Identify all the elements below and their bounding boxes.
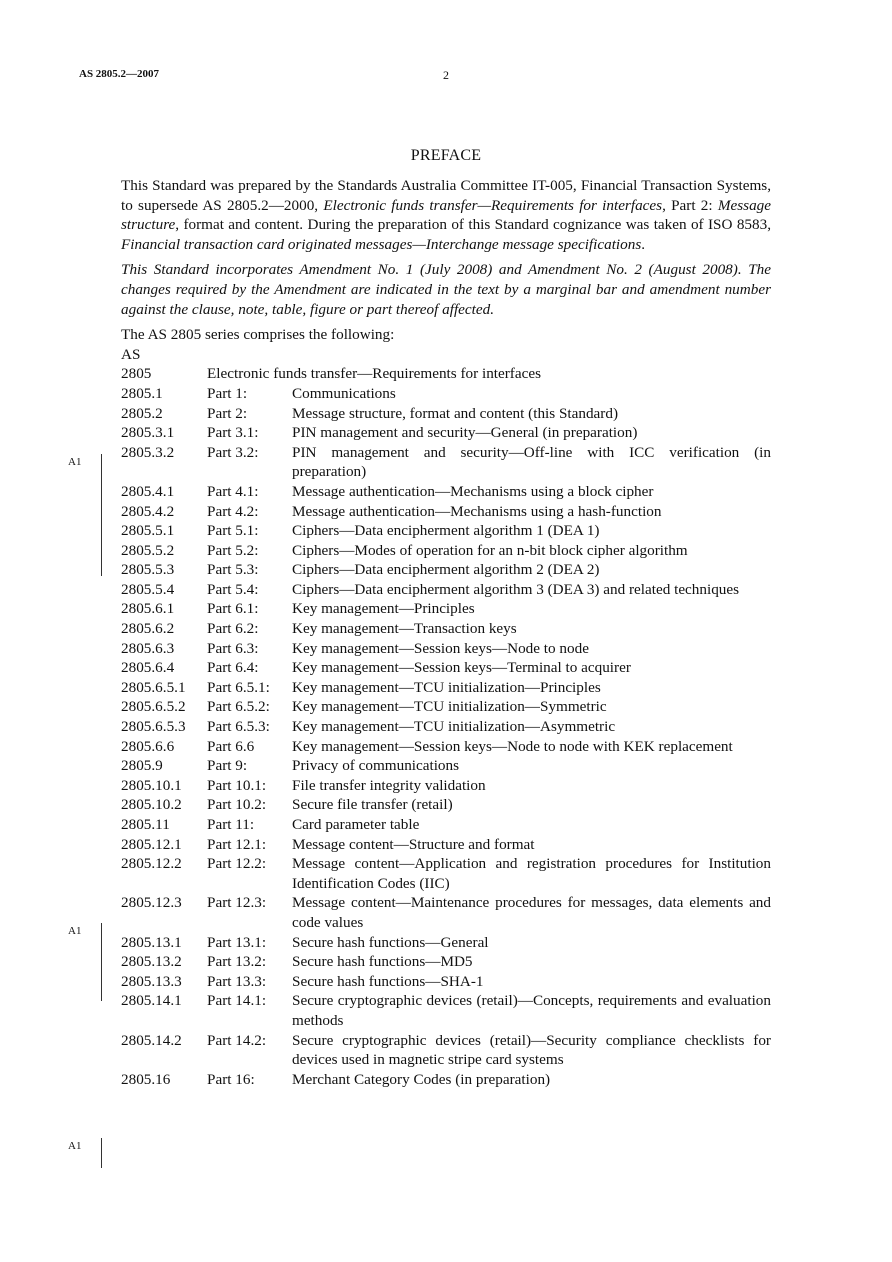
part-title: Key management—Session keys—Node to node	[292, 639, 589, 657]
italic-title-run: Message structure	[121, 196, 772, 234]
part-title: Key management—Transaction keys	[292, 620, 517, 638]
standard-number: 2805.6.2	[121, 620, 175, 638]
part-label: Part 6.1:	[207, 600, 259, 618]
standard-number: 2805.5.1	[121, 522, 175, 540]
part-label: Part 6.5.2:	[207, 698, 270, 716]
series-row	[121, 364, 771, 384]
part-title: Message content—Maintenance procedures for messages, data elements and code values	[292, 894, 771, 931]
part-title: Ciphers—Data encipherment algorithm 1 (DEA 1)	[292, 522, 600, 540]
part-label: Part 3.2:	[207, 443, 259, 461]
amendment-mark-1: A1	[68, 456, 82, 468]
part-title: File transfer integrity validation	[292, 776, 486, 794]
series-row	[121, 717, 771, 737]
part-title: Secure hash functions—MD5	[292, 953, 473, 971]
page-title: PREFACE	[410, 147, 482, 164]
standard-number: 2805.13.2	[121, 953, 182, 971]
series-row	[121, 756, 771, 776]
series-row	[121, 697, 771, 717]
part-label: Part 4.2:	[207, 502, 259, 520]
series-row	[121, 1070, 771, 1090]
standard-number: 2805.10.2	[121, 796, 182, 814]
series-row	[121, 776, 771, 796]
part-label: Part 5.4:	[207, 580, 259, 598]
part-title: Merchant Category Codes (in preparation)	[292, 1070, 551, 1088]
part-title: Key management—TCU initialization—Principles	[292, 678, 601, 696]
part-title: Message structure, format and content (this Standard)	[292, 404, 619, 422]
standard-number: 2805.13.1	[121, 933, 182, 951]
part-label: Part 6.6	[207, 737, 255, 755]
standard-number: 2805.4.1	[121, 482, 175, 500]
part-title: Message content—Application and registration procedures for Institution Identification Codes (IIC)	[292, 855, 771, 892]
standard-number: 2805.4.2	[121, 502, 175, 520]
part-label: Part 3.1:	[207, 424, 259, 442]
text-run: This Standard was prepared by the Standards Australia Committee IT-005, Financial Transaction Systems, to supersede AS 2805.2—2000,	[121, 177, 771, 214]
series-title: Electronic funds transfer—Requirements for interfaces	[207, 365, 541, 383]
series-row	[121, 502, 771, 522]
series-row	[121, 737, 771, 757]
part-label: Part 16:	[207, 1070, 255, 1088]
part-title: Secure cryptographic devices (retail)—Concepts, requirements and evaluation methods	[292, 992, 771, 1029]
standard-number: 2805.1	[121, 384, 163, 402]
series-row	[121, 835, 771, 855]
series-row	[121, 580, 771, 600]
part-title: Secure hash functions—General	[292, 933, 489, 951]
part-label: Part 5.1:	[207, 522, 259, 540]
part-title: Ciphers—Data encipherment algorithm 2 (DEA 2)	[292, 561, 600, 579]
series-row	[121, 599, 771, 619]
amendment-bar-2	[101, 923, 102, 1001]
standard-number: 2805.13.3	[121, 972, 182, 990]
part-label: Part 6.5.1:	[207, 678, 270, 696]
standard-number: 2805.6.3	[121, 639, 175, 657]
part-label: Part 12.1:	[207, 835, 267, 853]
standard-number: 2805.5.2	[121, 541, 175, 559]
standard-number: 2805.12.3	[121, 894, 182, 912]
part-title: Message content—Structure and format	[292, 835, 535, 853]
part-label: Part 14.2:	[207, 1031, 267, 1049]
series-row	[121, 658, 771, 678]
part-label: Part 10.1:	[207, 776, 267, 794]
amendment-mark-2: A1	[68, 925, 82, 937]
standard-number: 2805.3.1	[121, 424, 175, 442]
part-title: Key management—TCU initialization—Symmetric	[292, 698, 607, 716]
series-row	[121, 795, 771, 815]
part-label: Part 5.3:	[207, 561, 259, 579]
series-row	[121, 384, 771, 404]
italic-title-run: Financial transaction card originated messages—Interchange message specifications	[121, 235, 642, 253]
standard-number: 2805.9	[121, 757, 163, 775]
standard-number: 2805.6.4	[121, 659, 175, 677]
part-label: Part 11:	[207, 816, 255, 833]
amendment-bar-1	[101, 454, 102, 576]
part-title: PIN management and security—Off-line with ICC verification (in preparation)	[292, 443, 771, 481]
series-row	[121, 639, 771, 659]
part-label: Part 13.2:	[207, 953, 267, 971]
standard-number: 2805.11	[121, 816, 170, 833]
series-row	[121, 991, 771, 1030]
series-row	[121, 423, 771, 443]
intro-paragraph-1	[121, 176, 771, 254]
part-title: Message authentication—Mechanisms using a hash-function	[292, 502, 662, 520]
text-run: , Part 2:	[662, 196, 718, 214]
part-label: Part 6.2:	[207, 620, 259, 638]
intro-paragraph-3: The AS 2805 series comprises the following:	[121, 326, 395, 344]
standard-number: 2805.5.4	[121, 580, 175, 598]
part-label: Part 1:	[207, 384, 248, 402]
standard-number: 2805.2	[121, 404, 163, 422]
series-row	[121, 972, 771, 992]
standard-number: 2805.12.1	[121, 835, 182, 853]
series-row	[121, 854, 771, 893]
part-title: Communications	[292, 384, 396, 402]
series-row	[121, 933, 771, 953]
standard-number: 2805.6.5.2	[121, 698, 186, 716]
standard-number: 2805.5.3	[121, 561, 175, 579]
part-label: Part 2:	[207, 404, 248, 422]
text-run: , format and content. During the preparation of this Standard cognizance was taken of ISO 8583,	[175, 216, 771, 234]
part-title: Key management—Session keys—Node to node with KEK replacement	[292, 737, 733, 755]
standard-number: 2805.10.1	[121, 776, 182, 794]
series-table	[121, 364, 771, 1089]
standard-number: 2805	[121, 365, 152, 383]
standard-number: 2805.14.2	[121, 1031, 182, 1049]
standard-number: 2805.16	[121, 1070, 171, 1088]
standard-number: 2805.3.2	[121, 443, 175, 461]
part-label: Part 12.3:	[207, 894, 267, 912]
part-title: Key management—Session keys—Terminal to acquirer	[292, 659, 631, 677]
standard-number: 2805.6.5.3	[121, 718, 186, 736]
series-row	[121, 678, 771, 698]
part-label: Part 13.1:	[207, 933, 267, 951]
series-row	[121, 952, 771, 972]
part-title: Ciphers—Data encipherment algorithm 3 (DEA 3) and related techniques	[292, 580, 740, 598]
standard-number: 2805.12.2	[121, 855, 182, 873]
series-row	[121, 404, 771, 424]
standard-number: 2805.14.1	[121, 992, 182, 1010]
part-title: Card parameter table	[292, 816, 420, 833]
running-header-doc-id: AS 2805.2—2007	[79, 68, 160, 80]
part-label: Part 14.1:	[207, 992, 267, 1010]
series-row	[121, 443, 771, 482]
part-title: Key management—Principles	[292, 600, 475, 618]
series-row	[121, 815, 771, 835]
part-title: PIN management and security—General (in preparation)	[292, 424, 638, 442]
series-row	[121, 521, 771, 541]
part-label: Part 10.2:	[207, 796, 267, 814]
standard-number: 2805.6.1	[121, 600, 175, 618]
amendment-bar-3	[101, 1138, 102, 1168]
series-row	[121, 560, 771, 580]
amendment-mark-3: A1	[68, 1140, 82, 1152]
intro-paragraph-2: This Standard incorporates Amendment No. 1 (July 2008) and Amendment No. 2 (August 2008). The changes required by the Amendment are indicated in the text by a marginal bar and amendment number against the clause, note, table, figure or part thereof affected.	[121, 261, 771, 318]
part-label: Part 6.5.3:	[207, 718, 270, 736]
standard-number: 2805.6.5.1	[121, 678, 186, 696]
part-label: Part 5.2:	[207, 541, 259, 559]
part-title: Secure hash functions—SHA-1	[292, 972, 484, 990]
part-title: Secure cryptographic devices (retail)—Security compliance checklists for devices used in magnetic stripe card systems	[292, 1031, 771, 1069]
series-row	[121, 482, 771, 502]
part-title: Secure file transfer (retail)	[292, 796, 453, 814]
part-label: Part 9:	[207, 757, 248, 775]
part-title: Message authentication—Mechanisms using a block cipher	[292, 482, 654, 500]
series-row	[121, 1031, 771, 1070]
series-row	[121, 541, 771, 561]
part-label: Part 6.3:	[207, 639, 259, 657]
series-heading: AS	[121, 345, 141, 363]
page-number: 2	[443, 68, 449, 82]
part-label: Part 4.1:	[207, 482, 259, 500]
preface-body	[121, 176, 771, 1089]
part-label: Part 6.4:	[207, 659, 259, 677]
text-run: .	[641, 235, 646, 253]
series-row	[121, 619, 771, 639]
part-title: Key management—TCU initialization—Asymmetric	[292, 718, 616, 736]
part-label: Part 12.2:	[207, 855, 267, 873]
part-title: Privacy of communications	[292, 757, 460, 775]
series-row	[121, 893, 771, 932]
italic-title-run: Electronic funds transfer—Requirements for interfaces	[323, 196, 663, 214]
part-title: Ciphers—Modes of operation for an n-bit block cipher algorithm	[292, 541, 688, 559]
standard-number: 2805.6.6	[121, 737, 175, 755]
part-label: Part 13.3:	[207, 972, 267, 990]
